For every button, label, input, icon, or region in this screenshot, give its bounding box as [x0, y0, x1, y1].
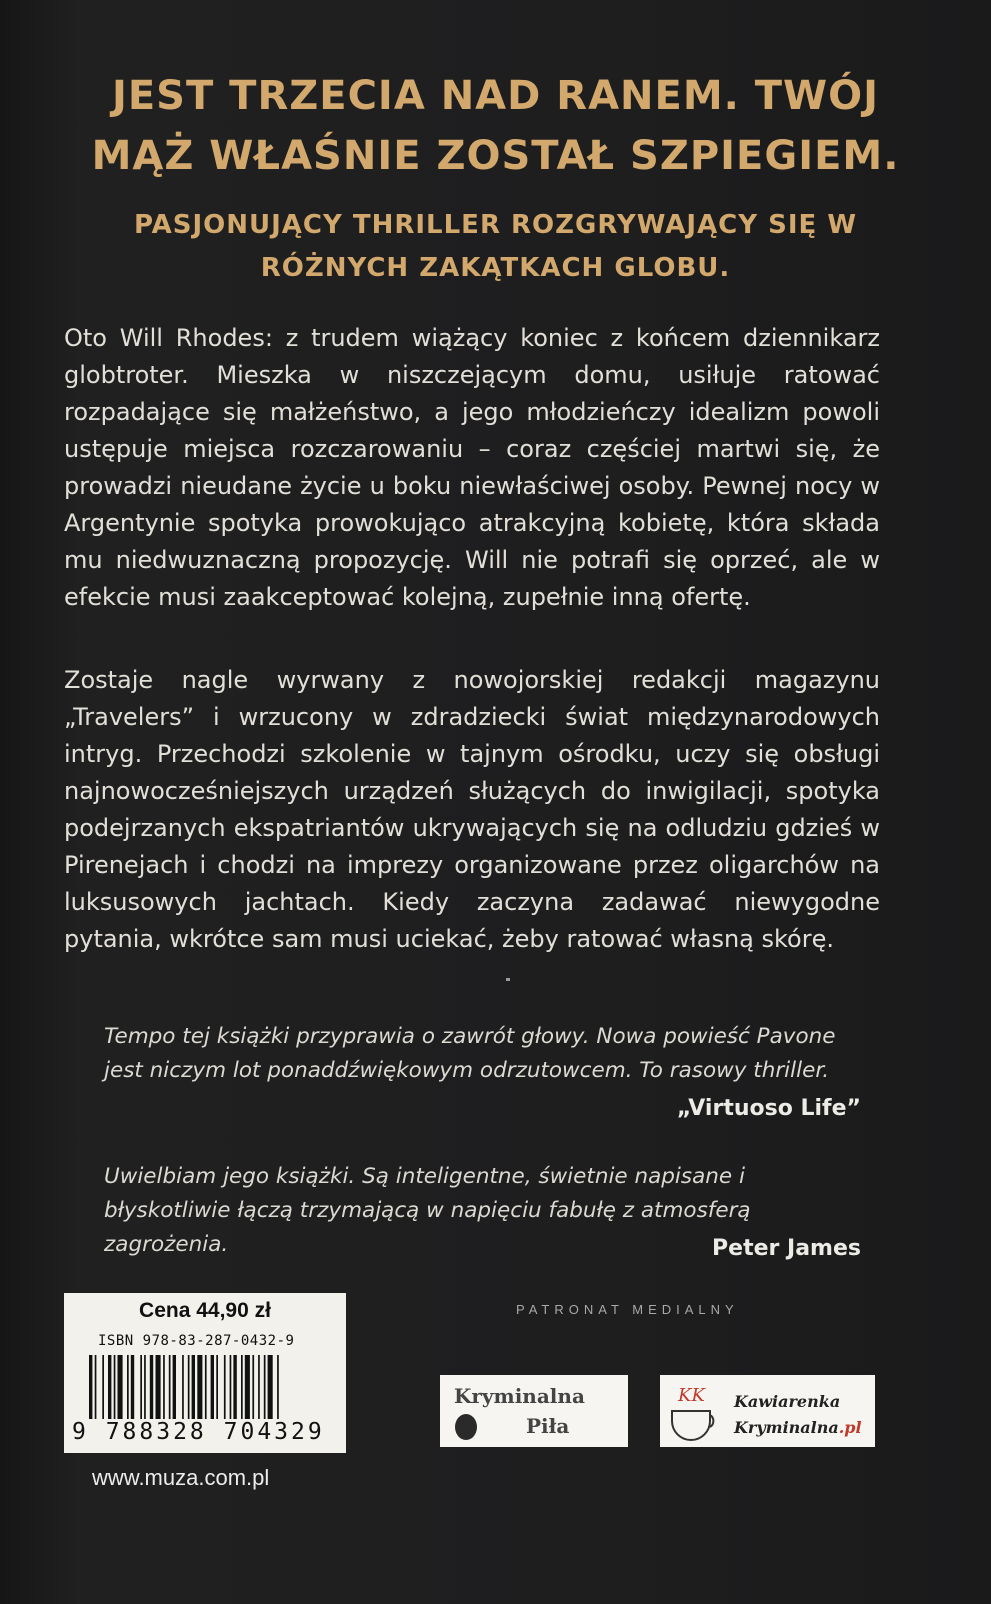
kryminalna-pila-line2: Piła [526, 1414, 570, 1438]
kawiarenka-line2: Kryminalna [734, 1418, 839, 1437]
fingerprint-icon [455, 1414, 477, 1440]
kawiarenka-suffix: .pl [838, 1418, 862, 1437]
isbn-number: ISBN 978-83-287-0432-9 [98, 1333, 295, 1349]
blurb-paragraph-1: Oto Will Rhodes: z trudem wiążący koniec z końcem dziennikarz globtroter. Mieszka w niszczejącym domu, usiłuje ratować rozpadające się małżeństwo, a jego młodzieńczy idealizm powoli ustępuje miejsca rozczarowaniu – coraz częściej martwi się, że prowadzi nieudane życie u boku niewłaściwej osoby. Pewnej nocy w Argentynie spotyka prowokująco atrakcyjną kobietę, która składa mu niedwuznaczną propozycję. Will nie potrafi się oprzeć, ale w efekcie musi zaakceptować kolejną, zupełnie inną ofertę. [64, 324, 880, 611]
kk-initials: KK [678, 1385, 705, 1406]
decorative-dot [506, 978, 510, 981]
svg-text:Kryminalna.pl [733, 1418, 862, 1437]
review-quote-2: Uwielbiam jego książki. Są inteligentne, świetnie napisane i błyskotliwie łączą trzymającą w napięciu fabułę z atmosferą zagrożenia. [104, 1164, 751, 1257]
review-quote-1: Tempo tej książki przyprawia o zawrót głowy. Nowa powieść Pavone jest niczym lot ponaddźwiękowym odrzutowcem. To rasowy thriller. [104, 1024, 836, 1083]
subheadline: PASJONUJĄCY THRILLER ROZGRYWAJĄCY SIĘ W RÓŻNYCH ZAKĄTKACH GLOBU. [133, 210, 858, 283]
review-source-1: „Virtuoso Life” [676, 1096, 861, 1121]
review-source-2: Peter James [712, 1236, 861, 1261]
kawiarenka-kryminalna-logo [660, 1375, 875, 1447]
price-label: Cena 44,90 zł [139, 1299, 271, 1322]
publisher-website: www.muza.com.pl [92, 1465, 270, 1490]
kryminalna-pila-logo [440, 1375, 628, 1447]
kryminalna-pila-line1: Kryminalna [454, 1384, 585, 1408]
barcode-icon [89, 1355, 327, 1425]
headline: JEST TRZECIA NAD RANEM. TWÓJ MĄŻ WŁAŚNIE ZOSTAŁ SZPIEGIEM. [91, 73, 900, 179]
blurb-paragraph-2: Zostaje nagle wyrwany z nowojorskiej redakcji magazynu „Travelers” i wrzucony w zdradziecki świat międzynarodowych intryg. Przechodzi szkolenie w tajnym ośrodku, uczy się obsługi najnowocześniejszych urządzeń służących do inwigilacji, spotyka podejrzanych ekspatriantów ukrywających się na odludziu gdzieś w Pirenejach i chodzi na imprezy organizowane przez oligarchów na luksusowych jachtach. Kiedy zaczyna zadawać niewygodne pytania, wkrótce sam musi uciekać, żeby ratować własną skórę. [64, 666, 880, 953]
coffee-cup-icon [672, 1411, 710, 1440]
media-patronage-label: PATRONAT MEDIALNY [516, 1302, 739, 1317]
price-barcode-box [64, 1293, 346, 1453]
barcode-digits: 9 788328 704329 [72, 1419, 325, 1445]
kawiarenka-line1: Kawiarenka [734, 1392, 841, 1411]
